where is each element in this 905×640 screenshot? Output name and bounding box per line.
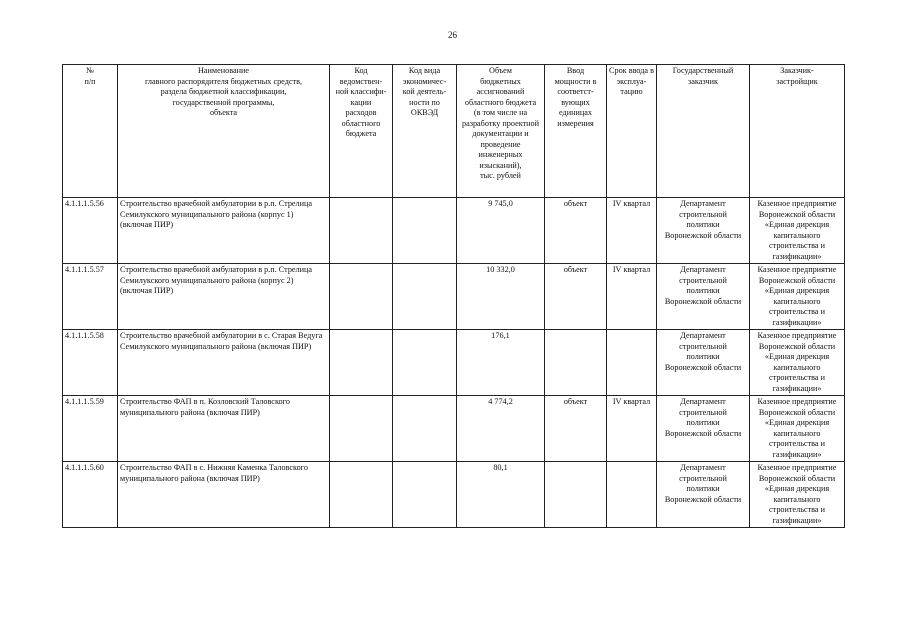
cell-name: Строительство ФАП в п. Козловский Таловского муниципального района (включая ПИР) [118, 396, 330, 462]
cell-capacity: объект [545, 264, 607, 330]
cell-num: 4.1.1.1.5.56 [63, 198, 118, 264]
cell-volume: 9 745,0 [457, 198, 545, 264]
table-row [63, 198, 845, 264]
cell-code-okved [393, 264, 457, 330]
cell-customer: Департамент строительной политики Воронежской области [657, 462, 750, 528]
header-developer: Заказчик- застройщик [750, 65, 845, 198]
cell-term: IV квартал [607, 264, 657, 330]
cell-capacity [545, 330, 607, 396]
cell-code-okved [393, 330, 457, 396]
cell-term [607, 330, 657, 396]
cell-developer: Казенное предприятие Воронежской области «Единая дирекция капитального строительства и газификации» [750, 462, 845, 528]
cell-developer: Казенное предприятие Воронежской области «Единая дирекция капитального строительства и газификации» [750, 330, 845, 396]
budget-table [62, 64, 845, 528]
cell-capacity: объект [545, 396, 607, 462]
cell-capacity: объект [545, 198, 607, 264]
cell-code-okved [393, 198, 457, 264]
header-num: № п/п [63, 65, 118, 198]
header-term: Срок ввода в эксплуа- тацию [607, 65, 657, 198]
cell-num: 4.1.1.1.5.59 [63, 396, 118, 462]
header-name: Наименование главного распорядителя бюджетных средств, раздела бюджетной классификации, государственной программы, объекта [118, 65, 330, 198]
cell-code-ved [330, 462, 393, 528]
cell-num: 4.1.1.1.5.57 [63, 264, 118, 330]
cell-num: 4.1.1.1.5.58 [63, 330, 118, 396]
cell-code-okved [393, 462, 457, 528]
table-row [63, 462, 845, 528]
cell-name: Строительство врачебной амбулатории в р.п. Стрелица Семилукского муниципального района (корпус 1) (включая ПИР) [118, 198, 330, 264]
header-row [63, 65, 845, 198]
cell-volume: 10 332,0 [457, 264, 545, 330]
cell-developer: Казенное предприятие Воронежской области «Единая дирекция капитального строительства и газификации» [750, 198, 845, 264]
cell-developer: Казенное предприятие Воронежской области «Единая дирекция капитального строительства и газификации» [750, 264, 845, 330]
cell-customer: Департамент строительной политики Воронежской области [657, 198, 750, 264]
cell-name: Строительство врачебной амбулатории в с. Старая Ведуга Семилукского муниципального района (включая ПИР) [118, 330, 330, 396]
cell-customer: Департамент строительной политики Воронежской области [657, 396, 750, 462]
cell-term: IV квартал [607, 396, 657, 462]
cell-num: 4.1.1.1.5.60 [63, 462, 118, 528]
cell-code-ved [330, 264, 393, 330]
cell-term: IV квартал [607, 198, 657, 264]
table-row [63, 396, 845, 462]
header-capacity: Ввод мощности в соответст- вующих единицах измерения [545, 65, 607, 198]
cell-code-ved [330, 330, 393, 396]
cell-term [607, 462, 657, 528]
cell-customer: Департамент строительной политики Воронежской области [657, 264, 750, 330]
cell-customer: Департамент строительной политики Воронежской области [657, 330, 750, 396]
page-number: 26 [448, 30, 457, 40]
cell-volume: 4 774,2 [457, 396, 545, 462]
cell-code-ved [330, 396, 393, 462]
header-code-okved: Код вида экономичес- кой деятель- ности по ОКВЭД [393, 65, 457, 198]
cell-name: Строительство ФАП в с. Нижняя Каменка Таловского муниципального района (включая ПИР) [118, 462, 330, 528]
table-row [63, 264, 845, 330]
cell-volume: 80,1 [457, 462, 545, 528]
header-volume: Объем бюджетных ассигнований областного бюджета (в том числе на разработку проектной документации и проведение инженерных изысканий), тыс. рублей [457, 65, 545, 198]
cell-name: Строительство врачебной амбулатории в р.п. Стрелица Семилукского муниципального района (корпус 2) (включая ПИР) [118, 264, 330, 330]
cell-code-ved [330, 198, 393, 264]
cell-volume: 176,1 [457, 330, 545, 396]
header-customer: Государственный заказчик [657, 65, 750, 198]
table-row [63, 330, 845, 396]
cell-code-okved [393, 396, 457, 462]
cell-capacity [545, 462, 607, 528]
cell-developer: Казенное предприятие Воронежской области «Единая дирекция капитального строительства и газификации» [750, 396, 845, 462]
header-code-ved: Код ведомствен- ной классифи- кации расходов областного бюджета [330, 65, 393, 198]
